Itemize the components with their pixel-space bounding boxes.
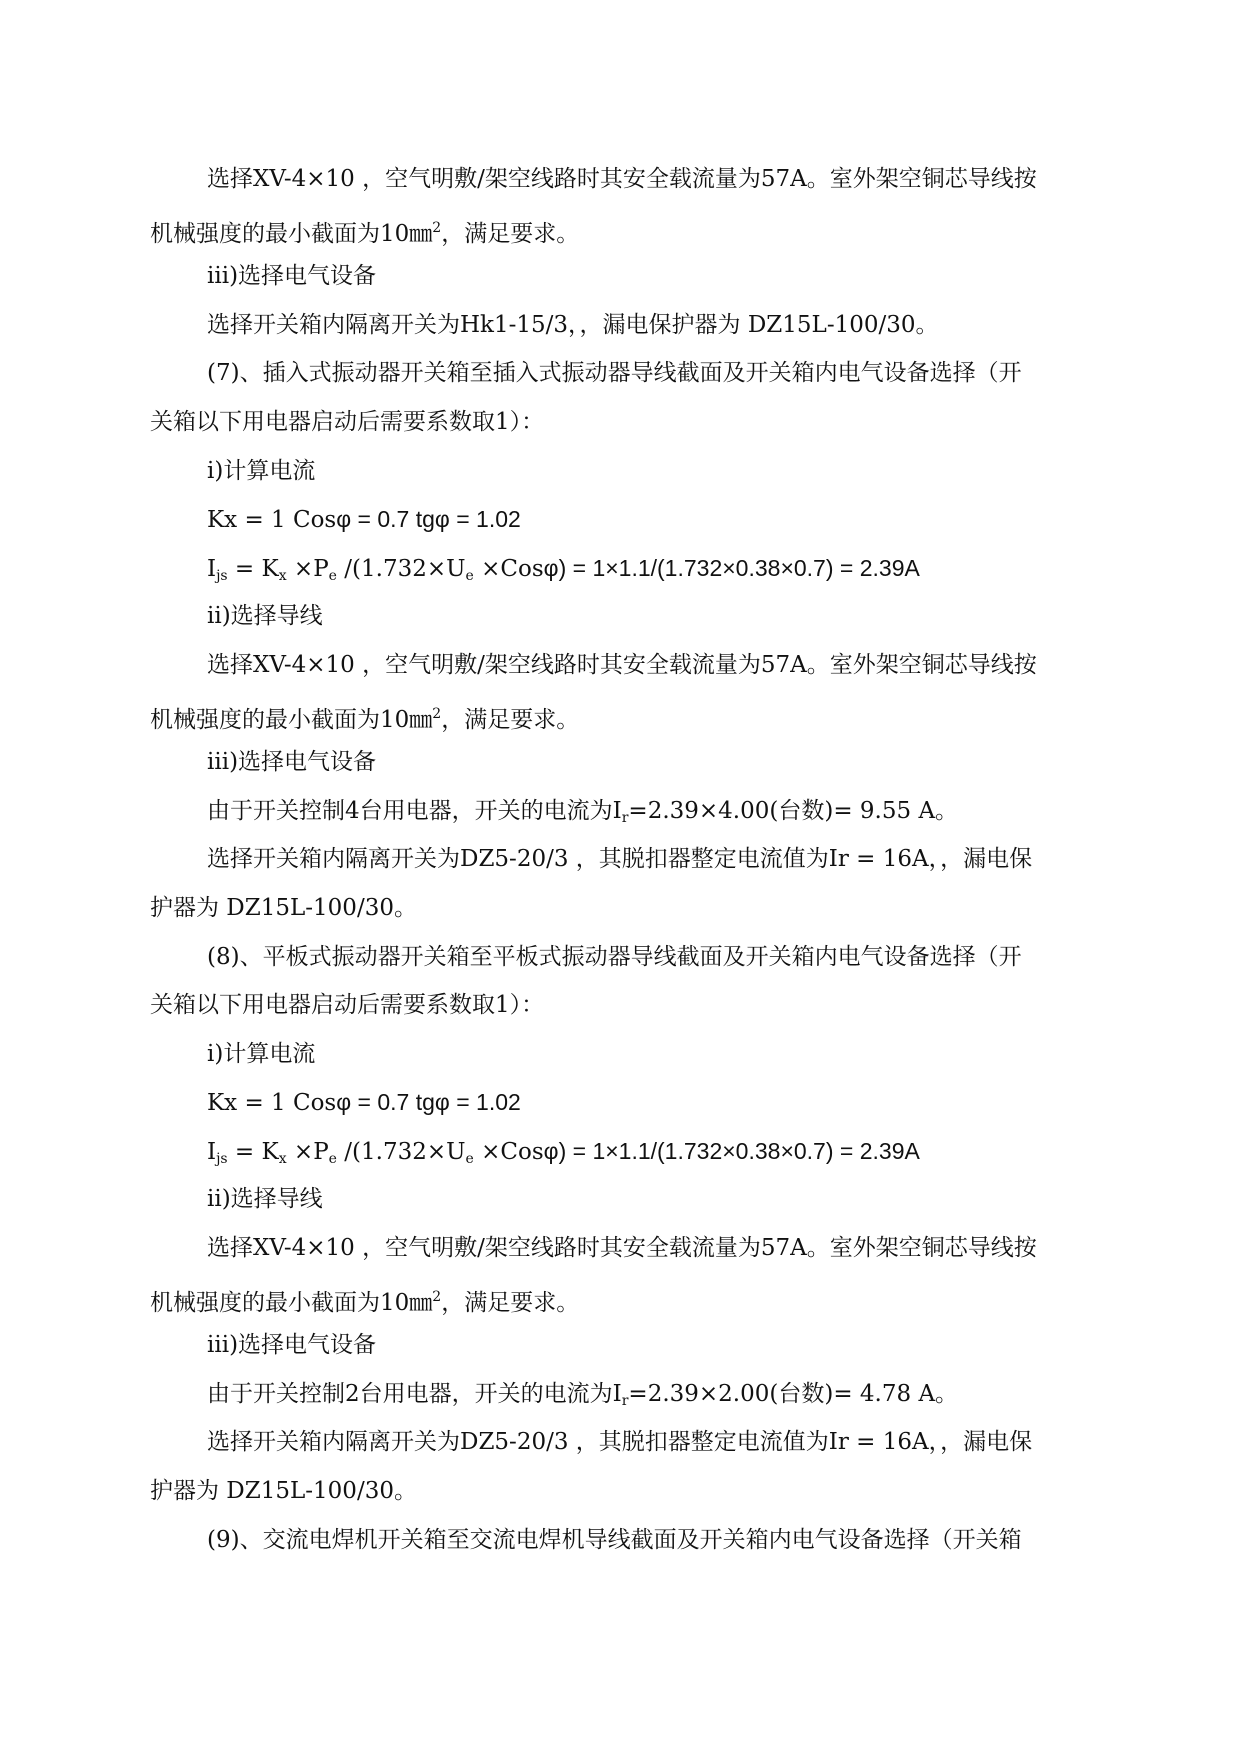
text-span: = K: [227, 555, 279, 582]
text-span: js: [216, 1150, 228, 1167]
text-span: iii)选择电气设备: [207, 1332, 377, 1359]
text-line: [150, 1030, 1100, 1079]
text-span: I: [207, 1138, 217, 1165]
text-span: φ = 0.7 tgφ = 1.02: [336, 1089, 521, 1116]
text-span: e: [465, 1150, 474, 1167]
text-span: x: [278, 567, 287, 584]
text-span: 关箱以下用电器启动后需要系数取1）：: [150, 992, 545, 1019]
text-line: [150, 1516, 1100, 1565]
text-span: 2: [432, 219, 442, 236]
text-span: i)计算电流: [207, 457, 316, 484]
text-span: i)计算电流: [207, 1040, 316, 1067]
text-span: ×Cos: [473, 555, 544, 582]
text-span: 机械强度的最小截面为10㎜: [150, 220, 433, 247]
text-span: 选择XV-4×10 ，空气明敷/架空线路时其安全载流量为57A。室外架空铜芯导线按: [207, 166, 1037, 192]
text-span: ×P: [286, 555, 329, 582]
text-span: I: [207, 555, 217, 582]
text-span: 护器为 DZ15L-100/30。: [150, 894, 417, 921]
text-line: [150, 1127, 1100, 1176]
text-span: ii)选择导线: [207, 603, 323, 630]
text-line: [150, 1467, 1100, 1516]
text-line: [150, 398, 1100, 447]
text-span: x: [278, 1150, 287, 1167]
text-line: [150, 1370, 1100, 1419]
text-line: [150, 787, 1100, 836]
document-page: [150, 155, 1100, 1564]
text-span: 由于开关控制4台用电器，开关的电流为I: [207, 797, 622, 824]
text-span: =2.39×4.00(台数)= 9.55 A。: [628, 797, 959, 824]
text-span: e: [328, 1150, 337, 1167]
text-span: js: [216, 567, 228, 584]
text-line: [150, 690, 1100, 739]
text-span: 机械强度的最小截面为10㎜: [150, 706, 433, 733]
text-line: [150, 155, 1100, 204]
text-span: Kx = 1 Cos: [207, 507, 337, 534]
text-span: e: [328, 567, 337, 584]
text-span: ，满足要求。: [441, 1289, 580, 1316]
text-span: φ) = 1×1.1/(1.732×0.38×0.7) = 2.39A: [543, 1137, 920, 1164]
text-line: [150, 884, 1100, 933]
text-span: φ) = 1×1.1/(1.732×0.38×0.7) = 2.39A: [543, 554, 920, 581]
text-span: 由于开关控制2台用电器，开关的电流为I: [207, 1380, 622, 1407]
text-span: ii)选择导线: [207, 1186, 323, 1213]
text-span: 2: [432, 705, 442, 722]
text-span: = K: [227, 1138, 279, 1165]
text-span: ×Cos: [473, 1138, 544, 1165]
text-span: e: [465, 567, 474, 584]
text-span: 关箱以下用电器启动后需要系数取1）：: [150, 408, 545, 435]
text-span: 护器为 DZ15L-100/30。: [150, 1478, 417, 1505]
text-span: ×P: [286, 1138, 329, 1165]
text-span: (8)、平板式振动器开关箱至平板式振动器导线截面及开关箱内电气设备选择（开: [207, 943, 1022, 970]
text-span: φ = 0.7 tgφ = 1.02: [336, 506, 521, 533]
text-line: [150, 835, 1100, 884]
text-span: /(1.732×U: [336, 1138, 466, 1165]
text-span: 机械强度的最小截面为10㎜: [150, 1289, 433, 1316]
text-span: =2.39×2.00(台数)= 4.78 A。: [628, 1380, 959, 1407]
text-span: r: [621, 809, 629, 826]
text-line: [150, 592, 1100, 641]
text-span: (9)、交流电焊机开关箱至交流电焊机导线截面及开关箱内电气设备选择（开关箱: [207, 1526, 1022, 1553]
text-span: r: [621, 1392, 629, 1409]
text-span: 选择开关箱内隔离开关为DZ5-20/3 ，其脱扣器整定电流值为Ir = 16A，，漏电保: [207, 1429, 1033, 1456]
text-span: (7)、插入式振动器开关箱至插入式振动器导线截面及开关箱内电气设备选择（开: [207, 360, 1022, 387]
text-line: [150, 1418, 1100, 1467]
text-line: [150, 544, 1100, 593]
text-line: [150, 933, 1100, 982]
text-line: [150, 349, 1100, 398]
text-line: [150, 641, 1100, 690]
text-span: ，满足要求。: [441, 220, 580, 247]
text-span: ，满足要求。: [441, 706, 580, 733]
text-line: [150, 738, 1100, 787]
text-span: 选择开关箱内隔离开关为DZ5-20/3 ，其脱扣器整定电流值为Ir = 16A，，漏电保: [207, 846, 1033, 873]
text-line: [150, 1175, 1100, 1224]
text-span: Kx = 1 Cos: [207, 1090, 337, 1117]
text-span: iii)选择电气设备: [207, 749, 377, 776]
text-line: [150, 1321, 1100, 1370]
text-line: [150, 301, 1100, 350]
text-span: 选择XV-4×10 ，空气明敷/架空线路时其安全载流量为57A。室外架空铜芯导线按: [207, 651, 1037, 678]
text-line: [150, 204, 1100, 253]
text-span: 2: [432, 1288, 442, 1305]
text-span: 选择开关箱内隔离开关为Hk1-15/3，，漏电保护器为 DZ15L-100/30。: [207, 311, 939, 338]
text-line: [150, 981, 1100, 1030]
text-span: /(1.732×U: [336, 555, 466, 582]
text-line: [150, 252, 1100, 301]
text-line: [150, 1078, 1100, 1127]
text-line: [150, 447, 1100, 496]
text-span: 选择XV-4×10 ，空气明敷/架空线路时其安全载流量为57A。室外架空铜芯导线按: [207, 1235, 1037, 1262]
text-span: iii)选择电气设备: [207, 263, 377, 290]
text-line: [150, 1224, 1100, 1273]
text-line: [150, 1273, 1100, 1322]
text-line: [150, 495, 1100, 544]
